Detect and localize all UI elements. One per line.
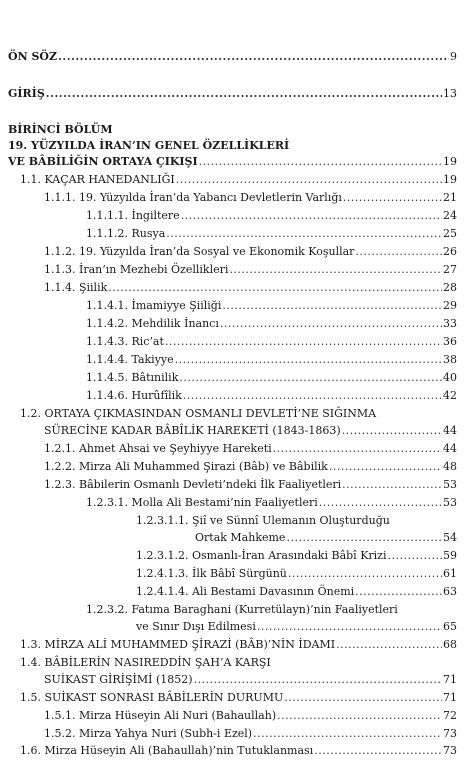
toc-entry-page: 19 bbox=[443, 173, 457, 186]
toc-entry-title: 1.2.4.1.3. İlk Bâbî Sürgünü bbox=[136, 567, 287, 580]
toc-entry bbox=[136, 620, 457, 634]
toc-leader-dots bbox=[286, 531, 442, 545]
toc-leader-dots bbox=[253, 727, 442, 741]
toc-entry-page: 13 bbox=[443, 87, 457, 100]
toc-leader-dots bbox=[355, 245, 442, 259]
toc-leader-dots bbox=[343, 191, 442, 205]
toc-leader-dots bbox=[176, 173, 442, 187]
toc-entry-page: 26 bbox=[443, 245, 457, 258]
toc-leader-dots bbox=[108, 281, 442, 295]
toc-entry bbox=[44, 673, 457, 687]
toc-entry-page: 71 bbox=[443, 691, 457, 704]
toc-entry-title: 1.1.4.1. İmamiyye Şiiliği bbox=[86, 299, 222, 312]
toc-entry-page: 33 bbox=[443, 317, 457, 330]
toc-entry bbox=[20, 638, 457, 652]
toc-leader-dots bbox=[165, 335, 442, 349]
toc-entry-title: 1.1.4.4. Takiyye bbox=[86, 353, 174, 366]
toc-entry bbox=[44, 245, 457, 259]
toc-entry-title: Ortak Mahkeme bbox=[195, 531, 286, 544]
toc-entry-page: 25 bbox=[443, 227, 457, 240]
toc-leader-dots bbox=[319, 496, 442, 510]
toc-entry-title: 1.2.3. Bâbilerin Osmanlı Devleti’ndeki İlk Faaliyetleri bbox=[44, 478, 342, 491]
toc-entry bbox=[86, 317, 457, 331]
toc-entry-page: 38 bbox=[443, 353, 457, 366]
toc-entry-page: 19 bbox=[443, 155, 457, 168]
toc-entry-title: GİRİŞ bbox=[8, 87, 45, 100]
toc-entry-page: 29 bbox=[443, 299, 457, 312]
toc-entry bbox=[44, 442, 457, 456]
toc-leader-dots bbox=[288, 567, 442, 581]
toc-entry bbox=[44, 478, 457, 492]
toc-entry-title: 1.1.4.5. Bâtınilik bbox=[86, 371, 179, 384]
toc-entry-title: 1.1.1. 19. Yüzyılda İran’da Yabancı Devletlerin Varlığı bbox=[44, 191, 342, 204]
toc-entry-title: VE BÂBİLİĞİN ORTAYA ÇIKIŞI bbox=[8, 155, 198, 168]
toc-entry-page: 28 bbox=[443, 281, 457, 294]
toc-entry-title: 1.1.3. İran’ın Mezhebi Özellikleri bbox=[44, 263, 229, 276]
toc-entry bbox=[86, 335, 457, 349]
toc-entry bbox=[44, 727, 457, 741]
toc-entry-title: SÜRECİNE KADAR BÂBÎLİK HAREKETİ (1843-1863) bbox=[44, 424, 341, 437]
toc-entry-title: 1.1.1.2. Rusya bbox=[86, 227, 166, 240]
toc-leader-dots bbox=[220, 317, 442, 331]
toc-entry-title: 1.6. Mirza Hüseyin Ali (Bahaullah)’nin Tutuklanması bbox=[20, 744, 314, 757]
toc-entry-title: 1.2.3.1.1. Şiî ve Sünnî Ulemanın Oluşturduğu bbox=[136, 514, 390, 527]
toc-leader-dots bbox=[355, 585, 442, 599]
toc-entry-page: 9 bbox=[450, 50, 457, 63]
toc-leader-dots bbox=[175, 353, 442, 367]
toc-entry bbox=[86, 371, 457, 385]
toc-entry-title: 1.2.1. Ahmet Ahsai ve Şeyhiyye Hareketi bbox=[44, 442, 272, 455]
toc-entry-title: 1.2.3.1. Molla Ali Bestami’nin Faaliyetleri bbox=[86, 496, 318, 509]
toc-entry-title: ve Sınır Dışı Edilmesi bbox=[136, 620, 256, 633]
toc-leader-dots bbox=[329, 460, 442, 474]
toc-entry-title: 1.2.4.1.4. Ali Bestami Davasının Önemi bbox=[136, 585, 355, 598]
toc-leader-dots bbox=[46, 87, 442, 101]
toc-entry-title: 1.1.1.1. İngiltere bbox=[86, 209, 180, 222]
toc-entry bbox=[86, 299, 457, 313]
toc-entry bbox=[20, 173, 457, 187]
toc-leader-dots bbox=[183, 389, 442, 403]
toc-entry bbox=[86, 353, 457, 367]
toc-entry bbox=[44, 424, 457, 438]
toc-entry-page: 53 bbox=[443, 496, 457, 509]
toc-leader-dots bbox=[58, 50, 449, 64]
toc-entry bbox=[86, 496, 457, 510]
toc-entry-page: 21 bbox=[443, 191, 457, 204]
chapter-title-line1: 19. YÜZYILDA İRAN’IN GENEL ÖZELLİKLERİ bbox=[8, 139, 290, 152]
toc-leader-dots bbox=[229, 263, 442, 277]
toc-entry bbox=[20, 744, 457, 758]
toc-entry-title: 1.1.4.2. Mehdilik İnancı bbox=[86, 317, 219, 330]
toc-entry-page: 44 bbox=[443, 424, 457, 437]
toc-entry-on-soz bbox=[8, 50, 457, 64]
toc-entry-page: 40 bbox=[443, 371, 457, 384]
toc-entry bbox=[44, 191, 457, 205]
toc-entry-title: 1.4. BÂBİLERİN NASIREDDİN ŞAH’A KARŞI bbox=[20, 656, 271, 669]
toc-leader-dots bbox=[336, 638, 442, 652]
toc-entry bbox=[44, 460, 457, 474]
toc-leader-dots bbox=[194, 673, 442, 687]
toc-entry-title: 1.2. ORTAYA ÇIKMASINDAN OSMANLI DEVLETİ’NE SIĞINMA bbox=[20, 407, 377, 420]
toc-leader-dots bbox=[179, 371, 442, 385]
toc-entry-page: 27 bbox=[443, 263, 457, 276]
toc-entry bbox=[136, 585, 457, 599]
toc-leader-dots bbox=[257, 620, 442, 634]
toc-entry-title: 1.1.4.6. Hurûfîlik bbox=[86, 389, 182, 402]
toc-entry-title: SUİKAST GİRİŞİMİ (1852) bbox=[44, 673, 193, 686]
toc-entry bbox=[86, 227, 457, 241]
toc-entry bbox=[86, 209, 457, 223]
toc-entry-giris bbox=[8, 87, 457, 101]
toc-leader-dots bbox=[199, 155, 442, 169]
toc-leader-dots bbox=[342, 424, 442, 438]
toc-entry-page: 59 bbox=[443, 549, 457, 562]
toc-entry bbox=[44, 263, 457, 277]
toc-entry-page: 61 bbox=[443, 567, 457, 580]
toc-entry-page: 68 bbox=[443, 638, 457, 651]
toc-entry-title: 1.5.2. Mirza Yahya Nuri (Subh-i Ezel) bbox=[44, 727, 253, 740]
toc-entry-title: 1.5. SUİKAST SONRASI BÂBİLERİN DURUMU bbox=[20, 691, 284, 704]
toc-entry-title: 1.2.3.2. Fatıma Baraghani (Kurretülayn)’nin Faaliyetleri bbox=[86, 603, 398, 616]
toc-leader-dots bbox=[284, 691, 442, 705]
toc-entry-page: 73 bbox=[443, 727, 457, 740]
toc-entry-page: 36 bbox=[443, 335, 457, 348]
toc-leader-dots bbox=[222, 299, 442, 313]
toc-leader-dots bbox=[181, 209, 442, 223]
toc-entry-title: 1.1.2. 19. Yüzyılda İran’da Sosyal ve Ekonomik Koşullar bbox=[44, 245, 355, 258]
toc-entry bbox=[136, 567, 457, 581]
toc-entry-page: 48 bbox=[443, 460, 457, 473]
toc-leader-dots bbox=[166, 227, 442, 241]
toc-entry-page: 53 bbox=[443, 478, 457, 491]
toc-leader-dots bbox=[388, 549, 443, 563]
toc-entry-title: 1.2.2. Mirza Ali Muhammed Şirazi (Bâb) ve Bâbilik bbox=[44, 460, 328, 473]
toc-leader-dots bbox=[277, 709, 442, 723]
toc-entry bbox=[86, 389, 457, 403]
toc-entry-page: 54 bbox=[443, 531, 457, 544]
toc-entry bbox=[44, 281, 457, 295]
toc-entry-page: 73 bbox=[443, 744, 457, 757]
toc-entry bbox=[136, 549, 457, 563]
toc-entry-page: 42 bbox=[443, 389, 457, 402]
chapter-label: BİRİNCİ BÖLÜM bbox=[8, 123, 113, 136]
toc-entry-page: 63 bbox=[443, 585, 457, 598]
toc-leader-dots bbox=[273, 442, 442, 456]
toc-entry-title: 1.2.3.1.2. Osmanlı-İran Arasındaki Bâbî Krizi bbox=[136, 549, 387, 562]
toc-entry-page: 44 bbox=[443, 442, 457, 455]
toc-entry-title: ÖN SÖZ bbox=[8, 50, 58, 63]
toc-leader-dots bbox=[314, 744, 442, 758]
toc-entry-title: 1.1. KAÇAR HANEDANLIĞI bbox=[20, 173, 175, 186]
toc-entry-page: 24 bbox=[443, 209, 457, 222]
toc-entry bbox=[20, 691, 457, 705]
toc-entry bbox=[195, 531, 457, 545]
toc-leader-dots bbox=[342, 478, 442, 492]
toc-entry bbox=[44, 709, 457, 723]
toc-entry-title: 1.1.4.3. Ric’at bbox=[86, 335, 164, 348]
toc-entry-title: 1.5.1. Mirza Hüseyin Ali Nuri (Bahaullah) bbox=[44, 709, 277, 722]
toc-entry-title: 1.3. MİRZA ALİ MUHAMMED ŞİRAZİ (BÂB)’NİN İDAMI bbox=[20, 638, 336, 651]
toc-entry-page: 72 bbox=[443, 709, 457, 722]
toc-entry-title: 1.1.4. Şiilik bbox=[44, 281, 108, 294]
chapter-title-line2 bbox=[8, 155, 457, 169]
toc-entry-page: 65 bbox=[443, 620, 457, 633]
toc-entry-page: 71 bbox=[443, 673, 457, 686]
